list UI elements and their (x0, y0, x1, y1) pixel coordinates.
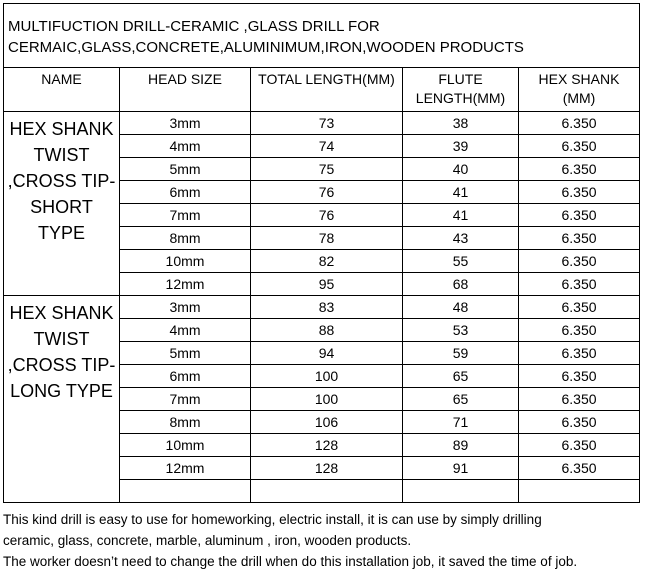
table-title (4, 4, 640, 68)
description (3, 509, 643, 572)
product-name-line: TWIST (33, 329, 90, 349)
flute-length-cell: 41 (403, 204, 519, 227)
total-length-cell: 100 (251, 365, 403, 388)
hex-shank-cell (519, 480, 640, 503)
head-size-cell: 7mm (120, 204, 251, 227)
flute-length-cell: 55 (403, 250, 519, 273)
head-size-cell (120, 480, 251, 503)
flute-length-cell: 38 (403, 112, 519, 135)
flute-length-cell: 65 (403, 365, 519, 388)
hex-shank-cell: 6.350 (519, 411, 640, 434)
title-line-1: MULTIFUCTION DRILL-CERAMIC ,GLASS DRILL FOR (8, 17, 380, 35)
hex-shank-cell: 6.350 (519, 342, 640, 365)
column-header-total-length (251, 68, 403, 112)
flute-length-cell (403, 480, 519, 503)
hex-shank-cell: 6.350 (519, 158, 640, 181)
total-length-cell: 100 (251, 388, 403, 411)
product-name-line: TWIST (33, 145, 90, 165)
hex-shank-cell: 6.350 (519, 365, 640, 388)
product-name-line: TYPE (37, 223, 85, 243)
head-size-cell: 10mm (120, 434, 251, 457)
table-row (4, 112, 640, 135)
flute-length-cell: 41 (403, 181, 519, 204)
head-size-cell: 10mm (120, 250, 251, 273)
head-size-cell: 8mm (120, 411, 251, 434)
total-length-cell: 95 (251, 273, 403, 296)
hex-shank-cell: 6.350 (519, 273, 640, 296)
head-size-cell: 3mm (120, 112, 251, 135)
product-name-cell (4, 112, 120, 296)
total-length-cell: 128 (251, 457, 403, 480)
product-name-line: ,CROSS TIP- (7, 171, 116, 191)
table-row (4, 296, 640, 319)
hex-shank-cell: 6.350 (519, 457, 640, 480)
head-size-cell: 5mm (120, 342, 251, 365)
total-length-cell: 94 (251, 342, 403, 365)
hex-shank-cell: 6.350 (519, 181, 640, 204)
total-length-cell: 76 (251, 204, 403, 227)
flute-length-cell: 53 (403, 319, 519, 342)
flute-length-cell: 71 (403, 411, 519, 434)
product-name-cell (4, 296, 120, 503)
total-length-cell (251, 480, 403, 503)
hex-shank-cell: 6.350 (519, 250, 640, 273)
flute-length-cell: 39 (403, 135, 519, 158)
product-name-line: HEX SHANK (9, 303, 114, 323)
total-length-cell: 82 (251, 250, 403, 273)
hex-shank-cell: 6.350 (519, 319, 640, 342)
hex-shank-cell: 6.350 (519, 135, 640, 158)
total-length-cell: 73 (251, 112, 403, 135)
total-length-cell: 76 (251, 181, 403, 204)
flute-length-cell: 43 (403, 227, 519, 250)
description-line-2: ceramic, glass, concrete, marble, aluminum , iron, wooden products. (3, 533, 412, 548)
head-size-cell: 8mm (120, 227, 251, 250)
hex-shank-cell: 6.350 (519, 112, 640, 135)
head-size-cell: 7mm (120, 388, 251, 411)
total-length-cell: 74 (251, 135, 403, 158)
total-length-cell: 83 (251, 296, 403, 319)
hex-shank-cell: 6.350 (519, 227, 640, 250)
flute-length-cell: 40 (403, 158, 519, 181)
title-row (4, 4, 640, 68)
head-size-cell: 5mm (120, 158, 251, 181)
header-line: FLUTE (438, 71, 483, 87)
head-size-cell: 4mm (120, 319, 251, 342)
column-header-hex-shank (519, 68, 640, 112)
column-header-name (4, 68, 120, 112)
product-name-line: LONG TYPE (10, 381, 113, 401)
product-name-line: ,CROSS TIP- (7, 355, 116, 375)
hex-shank-cell: 6.350 (519, 296, 640, 319)
head-size-cell: 12mm (120, 273, 251, 296)
header-line: TOTAL LENGTH(MM) (258, 71, 395, 87)
header-line: (MM) (562, 90, 596, 106)
flute-length-cell: 68 (403, 273, 519, 296)
head-size-cell: 12mm (120, 457, 251, 480)
flute-length-cell: 48 (403, 296, 519, 319)
total-length-cell: 78 (251, 227, 403, 250)
column-header-head-size (120, 68, 251, 112)
total-length-cell: 88 (251, 319, 403, 342)
column-header-flute-length (403, 68, 519, 112)
flute-length-cell: 65 (403, 388, 519, 411)
head-size-cell: 6mm (120, 365, 251, 388)
total-length-cell: 128 (251, 434, 403, 457)
flute-length-cell: 59 (403, 342, 519, 365)
product-name-line: SHORT (30, 197, 93, 217)
description-line-1: This kind drill is easy to use for homeworking, electric install, it is can use by simply drilling (3, 512, 542, 527)
head-size-cell: 6mm (120, 181, 251, 204)
header-row (4, 68, 640, 112)
total-length-cell: 106 (251, 411, 403, 434)
head-size-cell: 4mm (120, 135, 251, 158)
spec-table (3, 3, 640, 503)
spec-sheet (3, 3, 639, 503)
hex-shank-cell: 6.350 (519, 388, 640, 411)
hex-shank-cell: 6.350 (519, 204, 640, 227)
header-line: NAME (41, 71, 82, 87)
product-name-line: HEX SHANK (9, 119, 114, 139)
header-line: HEX SHANK (538, 71, 620, 87)
flute-length-cell: 91 (403, 457, 519, 480)
title-line-2: CERMAIC,GLASS,CONCRETE,ALUMINIMUM,IRON,WOODEN PRODUCTS (8, 38, 524, 56)
hex-shank-cell: 6.350 (519, 434, 640, 457)
description-line-3: The worker doesn’t need to change the drill when do this installation job, it saved the time of job. (3, 554, 578, 569)
header-line: HEAD SIZE (148, 71, 222, 87)
flute-length-cell: 89 (403, 434, 519, 457)
head-size-cell: 3mm (120, 296, 251, 319)
total-length-cell: 75 (251, 158, 403, 181)
header-line: LENGTH(MM) (415, 90, 506, 106)
